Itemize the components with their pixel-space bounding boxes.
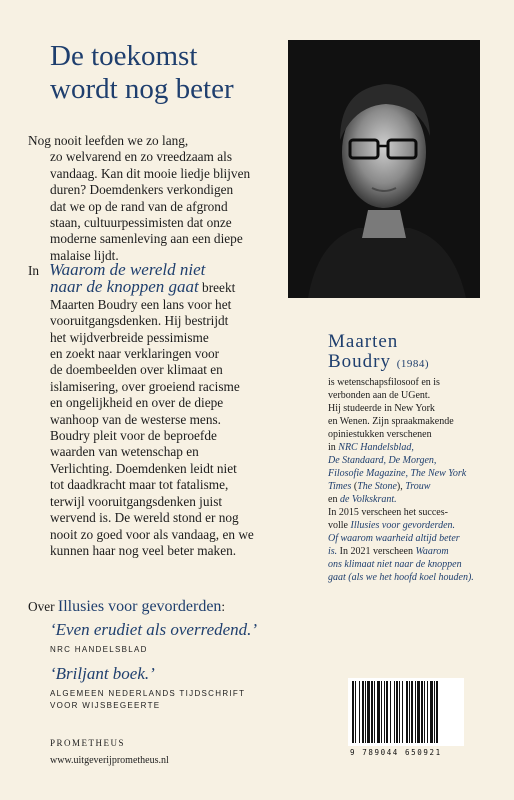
bio-italic: The Stone <box>357 481 397 492</box>
barcode-bar <box>386 681 388 743</box>
barcode-bar <box>421 681 423 743</box>
bio-line <box>328 493 478 506</box>
bio-line: en Wenen. Zijn spraakmakende <box>328 416 454 427</box>
intro-line: zo welvarend en zo vreedzaam als <box>50 149 232 165</box>
barcode-bar <box>362 681 364 743</box>
intro-line: staan, cultuurpessimisten dat onze <box>50 215 232 231</box>
quote-2-source-line: VOOR WIJSBEGEERTE <box>50 701 161 710</box>
bio-text: ( <box>351 481 358 492</box>
author-year: (1984) <box>396 358 430 370</box>
bio-italic: Waarom <box>415 546 449 557</box>
barcode-bar <box>427 681 428 743</box>
bio-line <box>328 480 478 493</box>
barcode-bar <box>365 681 366 743</box>
bio-text: ), <box>396 481 406 492</box>
after-title: breekt <box>198 280 236 296</box>
barcode-bar <box>406 681 408 743</box>
bio-line <box>328 545 478 558</box>
body-line: islamisering, over groeiend racisme <box>50 378 240 394</box>
bio-text: In 2021 verscheen <box>337 546 416 557</box>
barcode-bar <box>355 681 356 743</box>
body-line: wanhoop van de westerse mens. <box>50 411 221 427</box>
author-portrait-image <box>288 40 480 298</box>
body-line: het wijdverbreide pessimisme <box>50 329 209 345</box>
bio-italic: De Standaard, De Morgen, <box>328 455 437 466</box>
barcode-bar <box>352 681 354 743</box>
barcode-bar <box>374 681 375 743</box>
lead-word: In <box>28 263 40 278</box>
body-line: de doembeelden over klimaat en <box>50 362 223 378</box>
bio-line: Hij studeerde in New York <box>328 403 435 414</box>
bio-line: is wetenschapsfilosoof en is <box>328 377 440 388</box>
bio-italic: Trouw <box>405 481 431 492</box>
body-line: Maarten Boudry een lans voor het <box>50 296 232 312</box>
barcode-bar <box>402 681 403 743</box>
author-bio <box>328 376 478 584</box>
barcode-bar <box>367 681 370 743</box>
barcode-bar <box>394 681 395 743</box>
barcode <box>348 678 464 746</box>
quote-1: ‘Even erudiet als overredend.’ <box>50 620 258 639</box>
bio-line: verbonden aan de UGent. <box>328 390 431 401</box>
bio-line <box>328 454 478 467</box>
body-line: Boudry pleit voor de beproefde <box>50 428 217 444</box>
barcode-bar <box>399 681 400 743</box>
quote-1-source: NRC HANDELSBLAD <box>50 645 148 654</box>
body-line: wervend is. De wereld stond er nog <box>50 510 239 526</box>
body-paragraph <box>28 262 298 559</box>
body-line: tot daadkracht maar tot fatalisme, <box>50 477 229 493</box>
bio-italic: Filosofie Magazine, The New York <box>328 468 467 479</box>
barcode-bar <box>396 681 398 743</box>
bio-line <box>328 532 478 545</box>
intro-line: dat we op de rand van de afgrond <box>50 198 228 214</box>
bio-italic: gaat (als we het hoofd koel houden). <box>328 572 474 583</box>
barcode-bar <box>381 681 382 743</box>
publisher-logo: PROMETHEUS <box>50 738 126 748</box>
book-title-line-1: Waarom de wereld niet <box>49 260 206 279</box>
quote-2-source <box>50 688 245 712</box>
over-prefix: Over <box>28 599 58 614</box>
bio-italic: Illusies voor gevorderden. <box>350 520 456 531</box>
barcode-bar <box>377 681 380 743</box>
intro-line: vandaag. Kan dit mooie liedje blijven <box>50 165 251 181</box>
over-line <box>28 598 225 616</box>
bio-italic: ons klimaat niet naar de knoppen <box>328 559 462 570</box>
barcode-bar <box>359 681 360 743</box>
body-line: waarden van wetenschap en <box>50 444 199 460</box>
bio-line <box>328 467 478 480</box>
body-line: kunnen haar nog veel beter maken. <box>50 542 237 558</box>
intro-line: moderne samenleving aan een diepe <box>50 231 243 247</box>
over-suffix: : <box>221 599 226 614</box>
body-line: vooruitgangsdenken. Hij bestrijdt <box>50 313 229 329</box>
intro-paragraph <box>28 133 288 264</box>
author-name <box>328 332 429 374</box>
body-line: terwijl vooruitgangsdenken juist <box>50 493 223 509</box>
barcode-bar <box>436 681 438 743</box>
bio-line <box>328 558 478 571</box>
body-line: en ongelijkheid en over de diepe <box>50 395 224 411</box>
body-line: nooit zo goed voor als vandaag, en we <box>50 526 254 542</box>
bio-line <box>328 519 478 532</box>
barcode-bar <box>411 681 413 743</box>
barcode-bar <box>415 681 416 743</box>
bio-text: en <box>328 494 340 505</box>
barcode-bars <box>348 678 464 746</box>
barcode-bar <box>434 681 435 743</box>
bio-text: in <box>328 442 339 453</box>
over-book-title: Illusies voor gevorderden <box>57 598 222 615</box>
bio-line <box>328 441 478 454</box>
body-line: Verlichting. Doemdenken leidt niet <box>50 460 237 476</box>
bio-line <box>328 571 478 584</box>
bio-italic: NRC Handelsblad, <box>338 442 414 453</box>
author-photo <box>288 40 480 298</box>
publisher-url[interactable]: www.uitgeverijprometheus.nl <box>50 755 169 766</box>
bio-italic: de Volkskrant. <box>339 494 397 505</box>
quote-2-source-line: ALGEMEEN NEDERLANDS TIJDSCHRIFT <box>50 689 246 698</box>
barcode-bar <box>384 681 385 743</box>
book-title-line-2: naar de knoppen gaat <box>50 277 199 297</box>
bio-text: volle <box>328 520 351 531</box>
bio-line: opiniestukken verschenen <box>328 429 432 440</box>
intro-line: malaise lijdt. <box>50 247 119 263</box>
body-line: en zoekt naar verklaringen voor <box>50 346 220 362</box>
body-second-line <box>28 279 298 296</box>
intro-line: Nog nooit leefden we zo lang, <box>28 133 189 148</box>
bio-line: In 2015 verscheen het succes- <box>328 507 448 518</box>
author-first-name: Maarten <box>328 331 399 352</box>
title-line-1: De toekomst <box>50 40 198 72</box>
barcode-bar <box>424 681 425 743</box>
barcode-bar <box>390 681 391 743</box>
bio-italic: Times <box>328 481 352 492</box>
quote-2: ‘Briljant boek.’ <box>50 664 155 683</box>
cover-title <box>50 40 290 106</box>
bio-italic: is. <box>328 546 338 557</box>
bio-italic: Of waarom waarheid altijd beter <box>328 533 460 544</box>
title-line-2: wordt nog beter <box>50 73 234 105</box>
author-last-name: Boudry <box>328 351 391 372</box>
barcode-bar <box>417 681 420 743</box>
barcode-bar <box>409 681 410 743</box>
barcode-bar <box>371 681 373 743</box>
isbn-digits: 9 789044 650921 <box>350 748 442 757</box>
barcode-bar <box>430 681 433 743</box>
intro-line: duren? Doemdenkers verkondigen <box>50 182 234 198</box>
